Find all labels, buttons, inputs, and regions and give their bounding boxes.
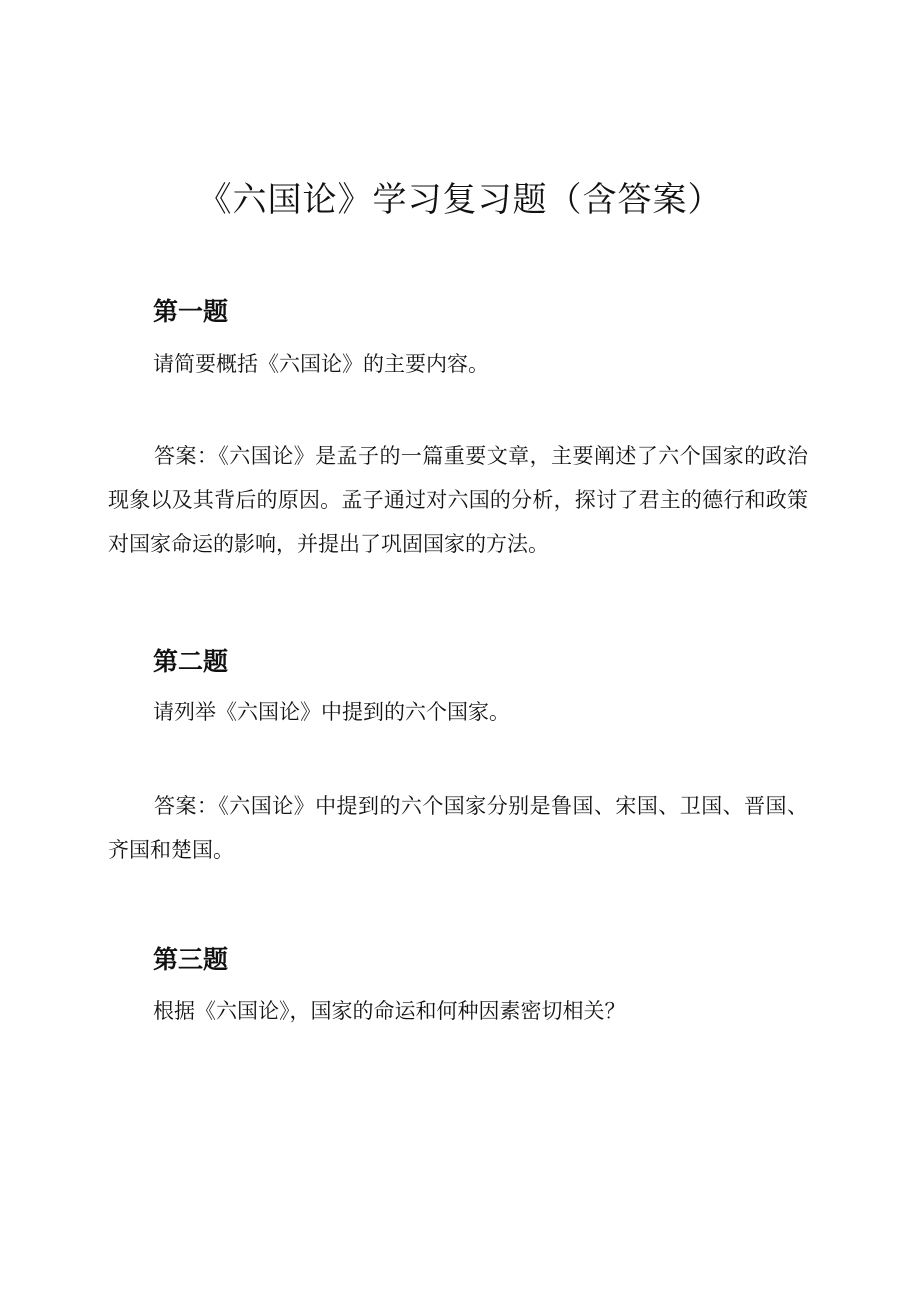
question-2-text: 请列举《六国论》中提到的六个国家。 — [153, 700, 510, 724]
question-3-heading: 第三题 — [153, 945, 229, 974]
question-3-text: 根据《六国论》，国家的命运和何种因素密切相关？ — [153, 999, 626, 1023]
question-1-text: 请简要概括《六国论》的主要内容。 — [153, 352, 489, 376]
question-2-heading: 第二题 — [153, 647, 229, 676]
question-1-answer: 答案：《六国论》是孟子的一篇重要文章，主要阐述了六个国家的政治现象以及其背后的原因。孟子通过对六国的分析，探讨了君主的德行和政策对国家命运的影响，并提出了巩固国家的方法。 — [108, 444, 808, 556]
document-title: 《六国论》学习复习题（含答案） — [197, 180, 723, 220]
question-1-heading: 第一题 — [153, 297, 229, 326]
question-2-answer: 答案：《六国论》中提到的六个国家分别是鲁国、宋国、卫国、晋国、齐国和楚国。 — [108, 794, 808, 862]
